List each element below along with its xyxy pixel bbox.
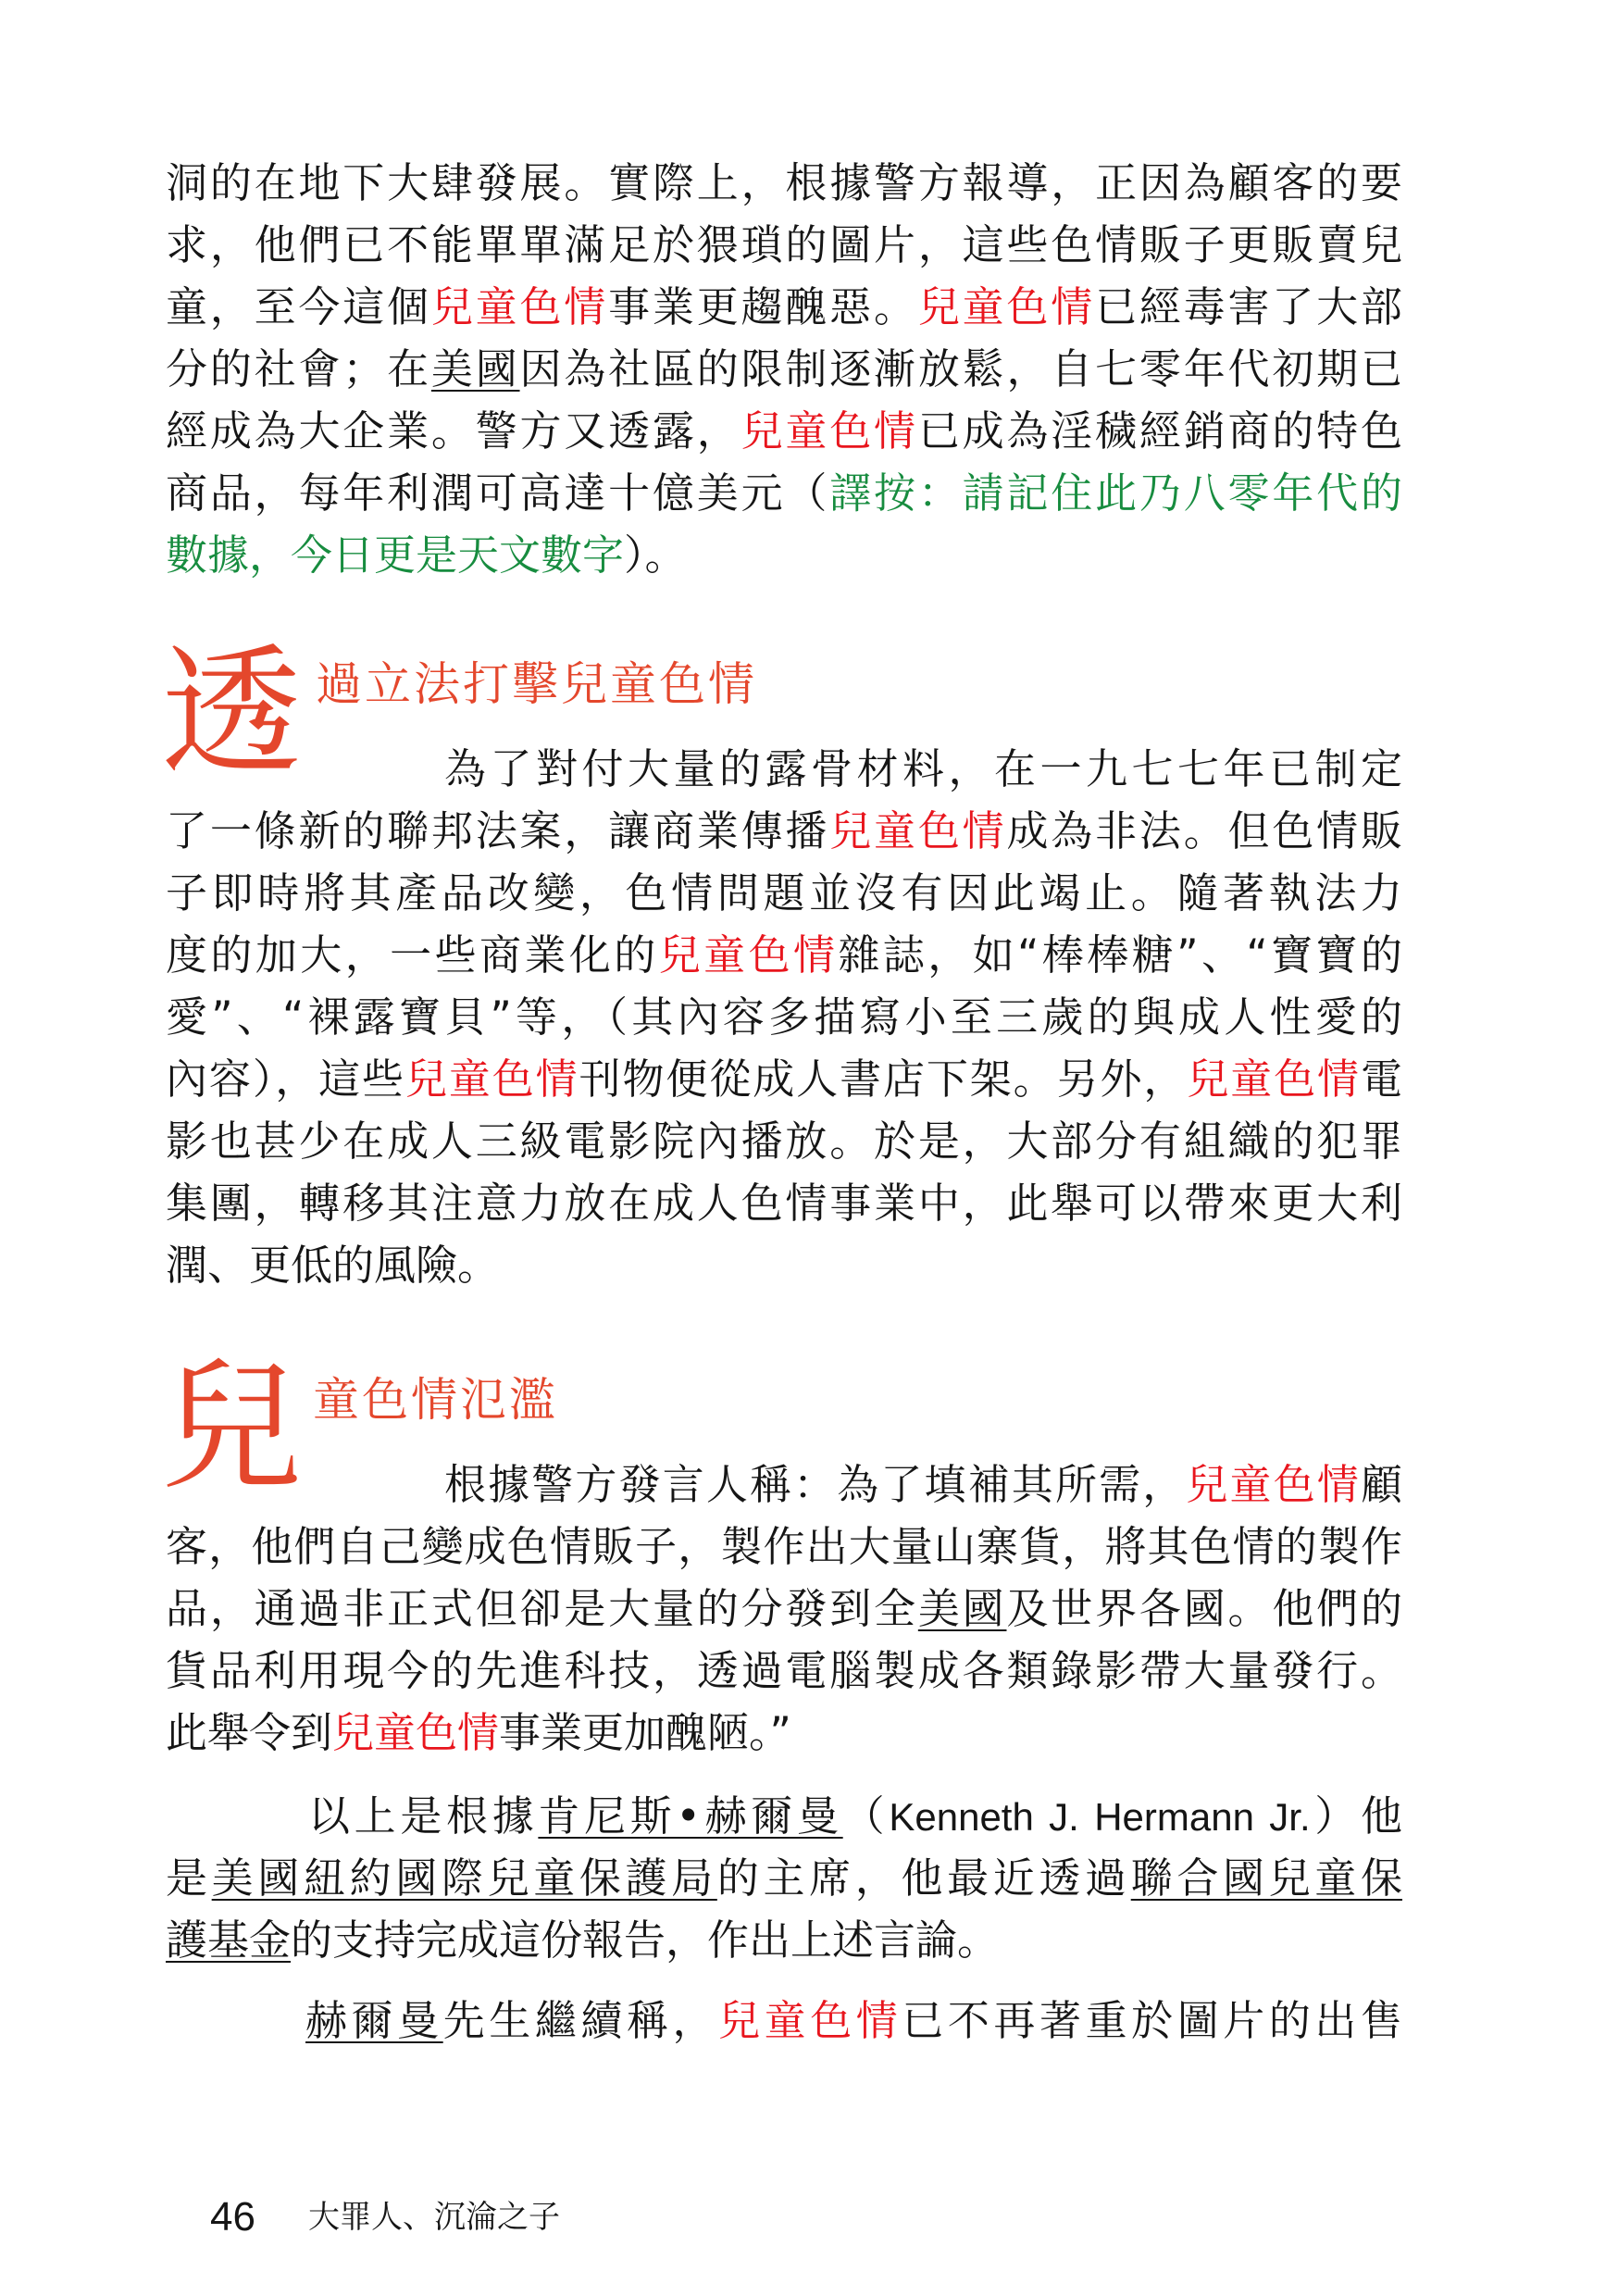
body-paragraph xyxy=(166,1990,1402,2052)
drop-cap: 兒 xyxy=(161,1345,302,1509)
text-run: 及世界各國。他們的 xyxy=(1006,1584,1402,1633)
text-run: 是 xyxy=(166,1853,212,1903)
text-run: （ xyxy=(842,1791,890,1841)
underlined-name: 聯合國兒童保 xyxy=(1130,1853,1402,1903)
text-run: 為了對付大量的露骨材料，在一九七七年已制定 xyxy=(444,744,1402,793)
text-run: 因為社區的限制逐漸放鬆，自七零年代初期已 xyxy=(519,344,1402,393)
text-run: 事業更趨醜惡。 xyxy=(608,282,918,331)
underlined-name: 美國 xyxy=(917,1584,1007,1633)
text-line xyxy=(166,1909,1402,1971)
underlined-name: 肯尼斯•赫爾曼 xyxy=(538,1791,843,1841)
latin-name: Kenneth J. Hermann Jr. xyxy=(889,1795,1311,1839)
text-run: 度的加大，一些商業化的 xyxy=(166,930,659,980)
body-paragraph xyxy=(166,152,1402,586)
text-run: 洞的在地下大肆發展。實際上，根據警方報導，正因為顧客的要 xyxy=(166,158,1402,207)
text-line xyxy=(166,1640,1402,1702)
text-run: 此舉令到 xyxy=(166,1708,333,1757)
text-run: 分的社會；在 xyxy=(166,344,431,393)
text-line xyxy=(166,400,1402,462)
text-line xyxy=(166,338,1402,400)
text-run: 刊物便從成人書店下架。另外， xyxy=(579,1054,1188,1104)
text-line xyxy=(166,1702,1402,1764)
text-line xyxy=(166,462,1402,524)
text-run: 的支持完成這份報告，作出上述言論。 xyxy=(291,1915,1000,1965)
text-line xyxy=(444,738,1402,800)
highlight-term: 兒童色情 xyxy=(332,1708,500,1757)
underlined-name: 美國紐約國際兒童保護局 xyxy=(211,1853,717,1903)
section-title: 童色情氾濫 xyxy=(313,1373,558,1427)
text-line xyxy=(166,1172,1402,1234)
drop-cap: 透 xyxy=(161,630,302,794)
text-run: 顧 xyxy=(1360,1460,1402,1509)
text-run: 客，他們自己變成色情販子，製作出大量山寨貨，將其色情的製作 xyxy=(166,1522,1402,1571)
text-line xyxy=(166,1516,1402,1578)
text-run: 商品，每年利潤可高達十億美元（ xyxy=(166,468,830,518)
underlined-name: 美國 xyxy=(430,344,520,393)
text-line xyxy=(305,1990,1402,2052)
text-run: 根據警方發言人稱：為了填補其所需， xyxy=(444,1460,1187,1509)
text-line xyxy=(166,1578,1402,1640)
text-run: 的主席，他最近透過 xyxy=(716,1853,1131,1903)
text-run: 雜誌，如“棒棒糖”、“寶寶的 xyxy=(838,930,1402,980)
text-line xyxy=(166,1110,1402,1172)
text-run: 品，通過非正式但卻是大量的分發到全 xyxy=(166,1584,918,1633)
text-line xyxy=(166,152,1402,214)
text-run: 先生繼續稱， xyxy=(442,1996,719,2045)
text-line xyxy=(166,276,1402,338)
highlight-term: 兒童色情 xyxy=(404,1054,579,1104)
translator-note: 譯按：請記住此乃八零年代的 xyxy=(829,468,1402,518)
underlined-name: 護基金 xyxy=(166,1915,292,1965)
highlight-term: 兒童色情 xyxy=(917,282,1096,331)
text-line xyxy=(166,524,1402,586)
text-run: 了一條新的聯邦法案，讓商業傳播 xyxy=(166,806,830,855)
translator-note: 數據，今日更是天文數字 xyxy=(166,530,625,580)
section-title: 過立法打擊兒童色情 xyxy=(316,657,757,711)
text-line xyxy=(166,1048,1402,1110)
text-run: 子即時將其產品改變，色情問題並沒有因此竭止。隨著執法力 xyxy=(166,868,1402,917)
text-run: 事業更加醜陋。” xyxy=(499,1708,791,1757)
highlight-term: 兒童色情 xyxy=(1187,1054,1361,1104)
text-run: 電 xyxy=(1360,1054,1402,1104)
body-paragraph xyxy=(166,738,1402,1296)
text-line xyxy=(166,800,1402,862)
text-line xyxy=(166,924,1402,986)
body-paragraph xyxy=(166,1785,1402,1971)
text-run: 集團，轉移其注意力放在成人色情事業中，此舉可以帶來更大利 xyxy=(166,1179,1402,1228)
highlight-term: 兒童色情 xyxy=(718,1996,902,2045)
page-number: 46 xyxy=(210,2194,255,2240)
text-run: 經成為大企業。警方又透露， xyxy=(166,406,741,455)
highlight-term: 兒童色情 xyxy=(741,406,918,455)
text-line xyxy=(308,1785,1402,1847)
text-run: 潤、更低的風險。 xyxy=(166,1241,500,1290)
underlined-name: 赫爾曼 xyxy=(305,1996,443,2045)
text-run: 童，至今這個 xyxy=(166,282,431,331)
text-run: 成為非法。但色情販 xyxy=(1006,806,1402,855)
text-run: ）他 xyxy=(1310,1791,1402,1841)
text-line xyxy=(166,214,1402,276)
highlight-term: 兒童色情 xyxy=(829,806,1007,855)
text-line xyxy=(166,986,1402,1048)
text-run: 已成為淫穢經銷商的特色 xyxy=(917,406,1402,455)
body-paragraph xyxy=(166,1454,1402,1764)
text-run: ）。 xyxy=(624,530,687,580)
text-line xyxy=(166,1847,1402,1909)
text-run: 愛”、“裸露寶貝”等，（其內容多描寫小至三歲的與成人性愛的 xyxy=(166,992,1402,1042)
text-run: 已不再著重於圖片的出售 xyxy=(902,1996,1402,2045)
text-run: 影也甚少在成人三級電影院內播放。於是，大部分有組織的犯罪 xyxy=(166,1117,1402,1166)
text-run: 求，他們已不能單單滿足於猥瑣的圖片，這些色情販子更販賣兒 xyxy=(166,220,1402,269)
text-line xyxy=(166,1234,1402,1296)
highlight-term: 兒童色情 xyxy=(430,282,609,331)
text-line xyxy=(444,1454,1402,1516)
text-run: 已經毒害了大部 xyxy=(1095,282,1402,331)
highlight-term: 兒童色情 xyxy=(1186,1460,1361,1509)
highlight-term: 兒童色情 xyxy=(658,930,839,980)
text-run: 內容），這些 xyxy=(166,1054,405,1104)
text-line xyxy=(166,862,1402,924)
text-run: 以上是根據 xyxy=(308,1791,539,1841)
running-title: 大罪人、沉淪之子 xyxy=(308,2199,560,2236)
text-run: 貨品利用現今的先進科技，透過電腦製成各類錄影帶大量發行。 xyxy=(166,1646,1402,1695)
